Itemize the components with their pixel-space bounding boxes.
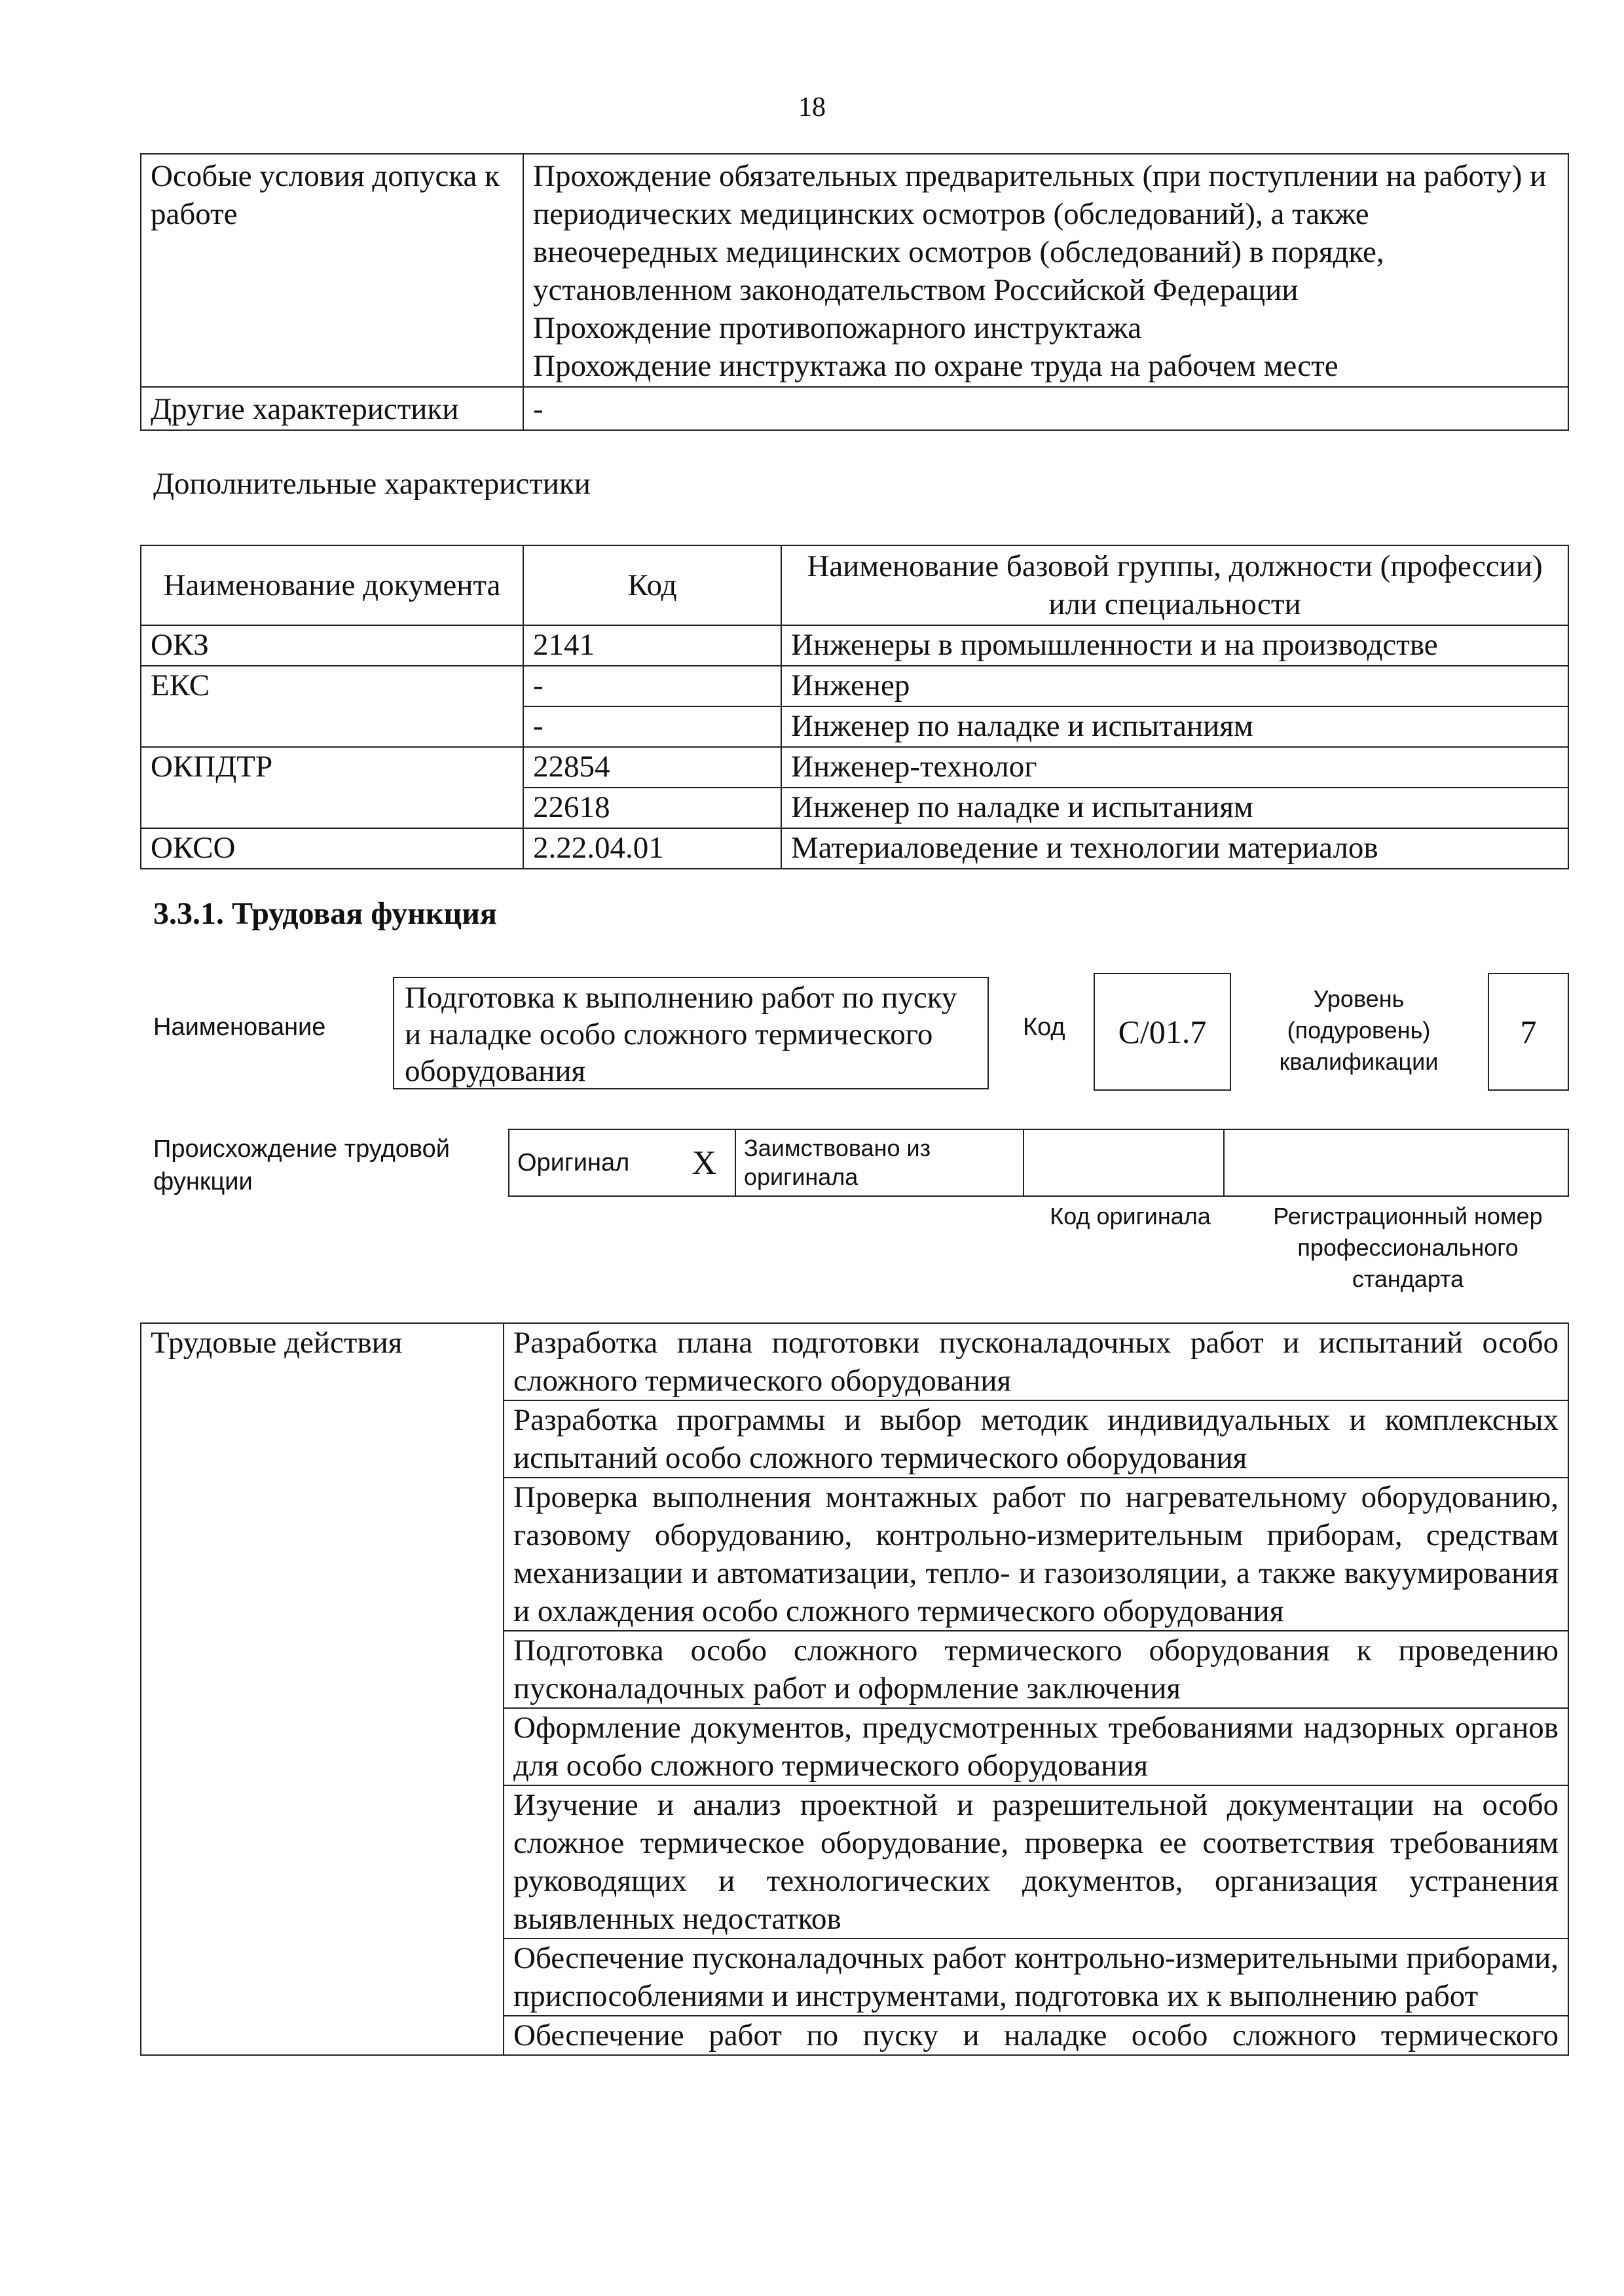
qualification-level-box: 7 — [1488, 973, 1569, 1091]
row-value: - — [523, 387, 1568, 430]
table-row — [141, 747, 1568, 788]
doc-cell: ОКЗ — [141, 625, 523, 666]
table-row — [141, 666, 1568, 706]
name-cell: Инженер — [781, 666, 1568, 706]
table-row — [509, 1129, 1568, 1196]
labor-action-item: Разработка программы и выбор методик индивидуальных и комплексных испытаний особо сложного термического оборудования — [504, 1400, 1568, 1478]
labor-action-item: Подготовка особо сложного термического оборудования к проведению пусконаладочных работ и оформление заключения — [504, 1631, 1568, 1708]
registration-number-cell — [1224, 1129, 1568, 1196]
labor-action-item: Изучение и анализ проектной и разрешительной документации на особо сложное термическое оборудование, проверка ее соответствия требованиям руководящих и технологических документов, организация устранения выявленных недостатков — [504, 1785, 1568, 1939]
origin-table — [508, 1129, 1569, 1197]
labor-action-item: Проверка выполнения монтажных работ по нагревательному оборудованию, газовому оборудованию, контрольно-измерительным приборам, средствам механизации и автоматизации, тепло- и газоизоляции, а также вакуумирования и охлаждения особо сложного термического оборудования — [504, 1478, 1568, 1631]
doc-cell: ОКПДТР — [141, 747, 523, 828]
table-header-row — [141, 545, 1568, 625]
code-cell: - — [523, 666, 781, 706]
original-mark: X — [653, 1129, 735, 1196]
doc-cell: ОКСО — [141, 828, 523, 869]
original-code-cell — [1024, 1129, 1224, 1196]
page-number: 18 — [798, 92, 826, 122]
original-code-caption: Код оригинала — [1050, 1203, 1211, 1230]
admission-conditions-table — [140, 153, 1569, 431]
header-code: Код — [523, 545, 781, 625]
row-label: Особые условия допуска к работе — [141, 154, 523, 387]
function-name-box: Подготовка к выполнению работ по пуску и наладке особо сложного термического оборудования — [393, 977, 989, 1089]
function-code-label: Код — [1023, 1013, 1065, 1041]
table-row — [141, 625, 1568, 666]
original-cell: Оригинал — [509, 1129, 653, 1196]
labor-action-item: Оформление документов, предусмотренных требованиями надзорных органов для особо сложного термического оборудования — [504, 1708, 1568, 1785]
code-cell: 22854 — [523, 747, 781, 788]
code-cell: - — [523, 706, 781, 747]
labor-action-item: Разработка плана подготовки пусконаладочных работ и испытаний особо сложного термического оборудования — [504, 1323, 1568, 1400]
condition-line: Прохождение обязательных предварительных (при поступлении на работу) и периодических медицинских осмотров (обследований), а также внеочередных медицинских осмотров (обследований) в порядке, установленном законодательством Российской Федерации — [533, 159, 1547, 307]
code-cell: 2.22.04.01 — [523, 828, 781, 869]
row-label: Другие характеристики — [141, 387, 523, 430]
qualification-level-label: Уровень (подуровень) квалификации — [1279, 985, 1439, 1075]
table-row — [141, 828, 1568, 869]
borrowed-cell: Заимствовано из оригинала — [735, 1129, 1024, 1196]
labor-action-item: Обеспечение пусконаладочных работ контрольно-измерительными приборами, приспособлениями и инструментами, подготовка их к выполнению работ — [504, 1939, 1568, 2016]
table-row — [141, 387, 1568, 430]
header-document: Наименование документа — [141, 545, 523, 625]
name-cell: Инженер-технолог — [781, 747, 1568, 788]
name-cell: Инженер по наладке и испытаниям — [781, 788, 1568, 828]
additional-characteristics-table — [140, 545, 1569, 869]
labor-actions-table — [140, 1322, 1569, 2056]
table-row — [141, 154, 1568, 387]
name-cell: Материаловедение и технологии материалов — [781, 828, 1568, 869]
function-code-box: C/01.7 — [1094, 973, 1231, 1091]
name-cell: Инженеры в промышленности и на производстве — [781, 625, 1568, 666]
condition-line: Прохождение противопожарного инструктажа — [533, 311, 1142, 345]
labor-action-item: Обеспечение работ по пуску и наладке особо сложного термического — [504, 2016, 1568, 2055]
additional-characteristics-title: Дополнительные характеристики — [153, 467, 591, 501]
table-row — [141, 1323, 1568, 1400]
condition-line: Прохождение инструктажа по охране труда на рабочем месте — [533, 349, 1338, 383]
name-cell: Инженер по наладке и испытаниям — [781, 706, 1568, 747]
header-name: Наименование базовой группы, должности (профессии) или специальности — [781, 545, 1568, 625]
row-value — [523, 154, 1568, 387]
code-cell: 2141 — [523, 625, 781, 666]
code-cell: 22618 — [523, 788, 781, 828]
labor-actions-label: Трудовые действия — [141, 1323, 504, 2055]
registration-number-caption: Регистрационный номер профессионального стандарта — [1273, 1203, 1543, 1292]
section-heading: 3.3.1. Трудовая функция — [153, 896, 497, 931]
function-name-label: Наименование — [153, 1013, 326, 1041]
origin-label: Происхождение трудовой функции — [153, 1135, 450, 1195]
doc-cell: ЕКС — [141, 666, 523, 747]
